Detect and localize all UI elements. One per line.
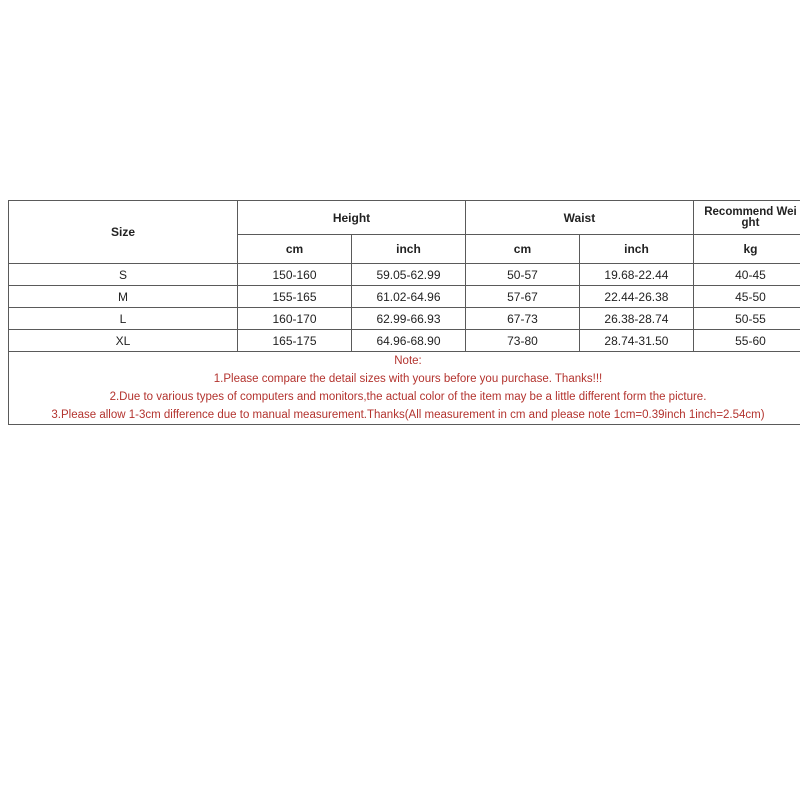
notes-row <box>9 352 800 425</box>
header-weight-kg: kg <box>693 235 800 264</box>
cell-height-inch: 62.99-66.93 <box>351 308 465 330</box>
size-chart-table <box>8 200 800 425</box>
cell-weight-kg: 40-45 <box>693 264 800 286</box>
cell-height-cm: 160-170 <box>238 308 352 330</box>
cell-size: L <box>9 308 238 330</box>
cell-size: M <box>9 286 238 308</box>
cell-waist-inch: 26.38-28.74 <box>579 308 693 330</box>
cell-weight-kg: 55-60 <box>693 330 800 352</box>
cell-height-inch: 61.02-64.96 <box>351 286 465 308</box>
header-recommend-weight-line1: Recommend Wei <box>704 205 797 218</box>
header-height-cm: cm <box>238 235 352 264</box>
header-size: Size <box>9 201 238 264</box>
cell-waist-cm: 50-57 <box>465 264 579 286</box>
cell-size: S <box>9 264 238 286</box>
cell-waist-cm: 57-67 <box>465 286 579 308</box>
cell-weight-kg: 50-55 <box>693 308 800 330</box>
table-row <box>9 330 800 352</box>
note-title: Note: <box>394 355 422 367</box>
cell-height-inch: 59.05-62.99 <box>351 264 465 286</box>
header-recommend-weight-line2: ght <box>741 216 760 229</box>
header-recommend-weight <box>693 201 800 235</box>
header-height: Height <box>238 201 466 235</box>
cell-height-cm: 155-165 <box>238 286 352 308</box>
cell-height-cm: 165-175 <box>238 330 352 352</box>
cell-waist-cm: 67-73 <box>465 308 579 330</box>
table-row <box>9 308 800 330</box>
table-row <box>9 286 800 308</box>
note-line-3: 3.Please allow 1-3cm difference due to manual measurement.Thanks(All measurement in cm and please note 1cm=0.39inch 1inch=2.54cm) <box>51 409 765 421</box>
note-line-1: 1.Please compare the detail sizes with yours before you purchase. Thanks!!! <box>213 373 603 385</box>
cell-height-inch: 64.96-68.90 <box>351 330 465 352</box>
note-line-2: 2.Due to various types of computers and monitors,the actual color of the item may be a little different form the picture. <box>109 391 707 403</box>
table-row <box>9 264 800 286</box>
cell-waist-cm: 73-80 <box>465 330 579 352</box>
header-waist-inch: inch <box>579 235 693 264</box>
cell-height-cm: 150-160 <box>238 264 352 286</box>
notes-cell <box>9 352 800 425</box>
header-waist-cm: cm <box>465 235 579 264</box>
cell-waist-inch: 19.68-22.44 <box>579 264 693 286</box>
header-height-inch: inch <box>351 235 465 264</box>
header-waist: Waist <box>465 201 693 235</box>
cell-size: XL <box>9 330 238 352</box>
cell-waist-inch: 28.74-31.50 <box>579 330 693 352</box>
cell-weight-kg: 45-50 <box>693 286 800 308</box>
cell-waist-inch: 22.44-26.38 <box>579 286 693 308</box>
